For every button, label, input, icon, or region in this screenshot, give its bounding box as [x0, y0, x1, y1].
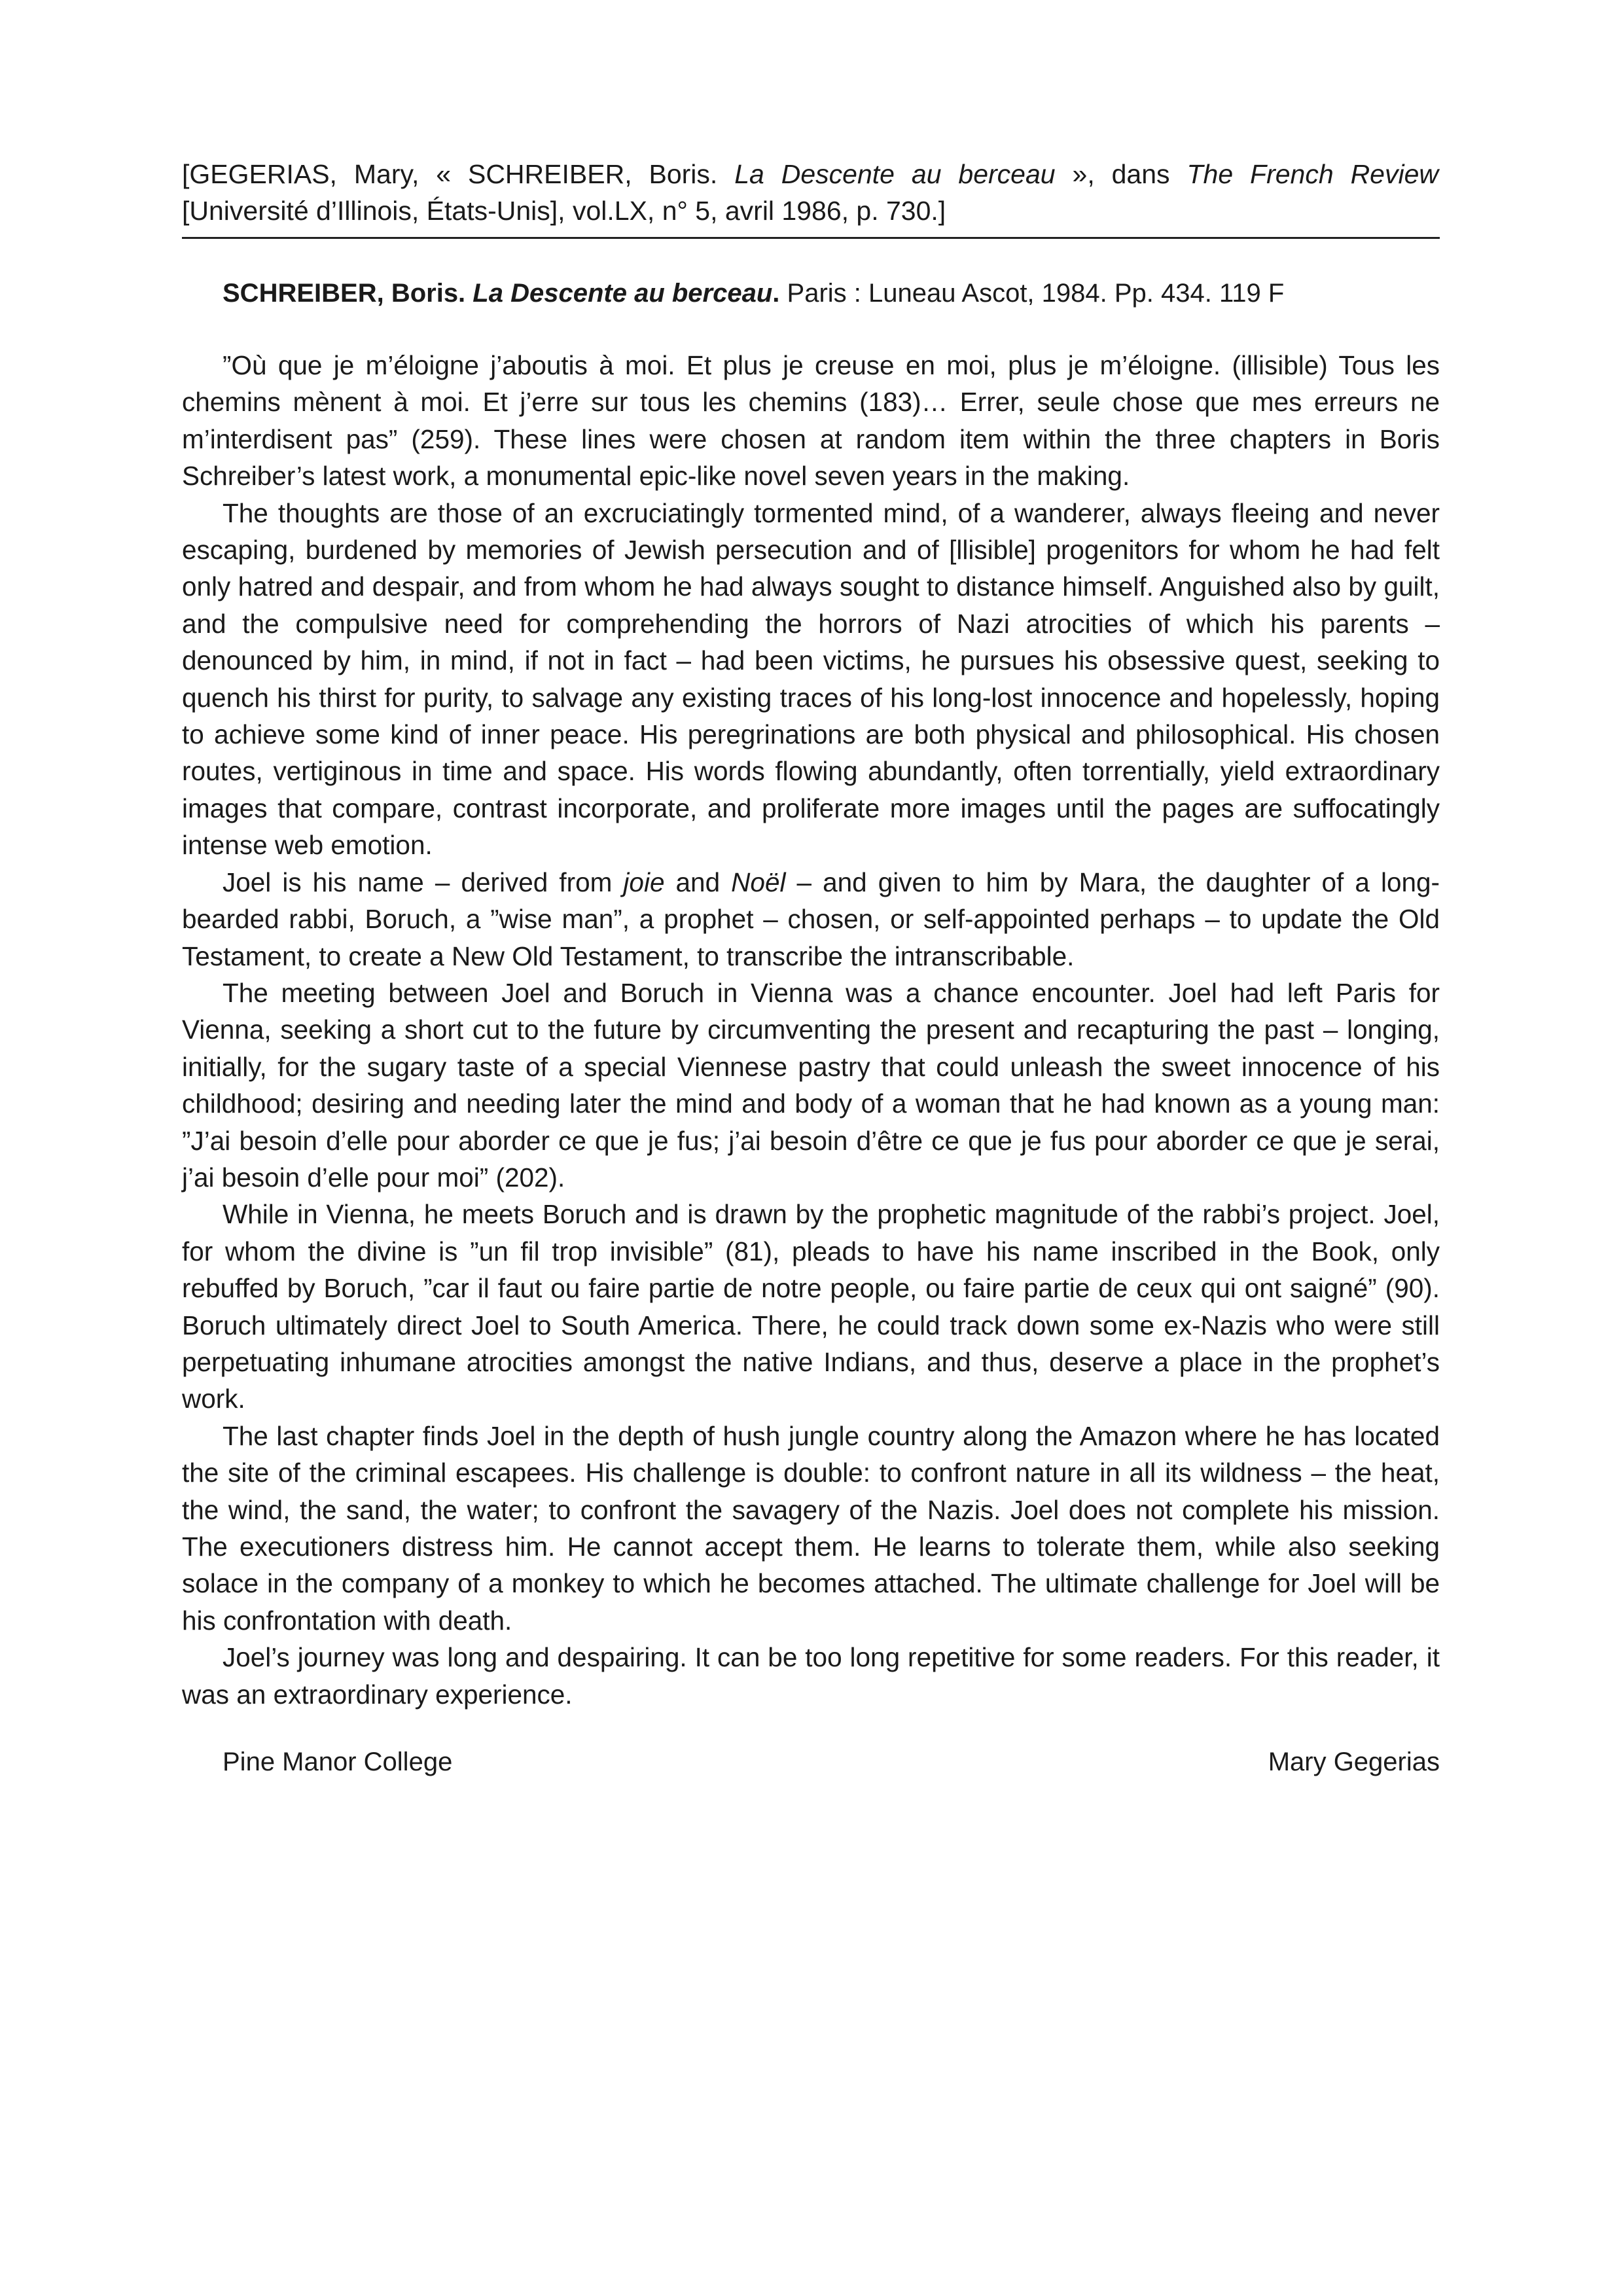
paragraph: The last chapter finds Joel in the depth of hush jungle country along the Amazon where he has located the site of the criminal escapees. His challenge is double: to confront nature in all its wildness – the heat, the wind, the sand, the water; to confront the savagery of the Nazis. Joel does not complete his mission. The executioners distress him. He cannot accept them. He learns to tolerate them, while also seeking solace in the company of a monkey to which he becomes attached. The ultimate challenge for Joel will be his confrontation with death. — [182, 1420, 1440, 1636]
paragraph-text: – and given to him by Mara, the daughter of a long-bearded rabbi, Boruch, a ”wise man”, a prophet – chosen, or self-appointed perhaps – to update the Old Testament, to create a New Old Testament, to transcribe the intranscribable. — [182, 867, 1440, 971]
citation-text: », dans — [1055, 159, 1187, 189]
heading-publication: Paris : Luneau Ascot, 1984. Pp. 434. 119 F — [779, 279, 1285, 308]
heading-period: . — [772, 279, 780, 308]
reviewer-name: Mary Gegerias — [1268, 1748, 1440, 1776]
paragraph: ”Où que je m’éloigne j’aboutis à moi. Et plus je creuse en moi, plus je m’éloigne. (illisible) Tous les chemins mènent à moi. Et j’erre sur tous les chemins (183)… Errer, seule chose que mes erreurs ne m’interdisent pas” (259). These lines were chosen at random item within the three chapters in Boris Schreiber’s latest work, a monumental epic-like novel seven years in the making. — [182, 350, 1440, 492]
citation-header — [182, 156, 1438, 229]
paragraph: Joel’s journey was long and despairing. It can be too long repetitive for some readers. For this reader, it was an extraordinary experience. — [182, 1642, 1440, 1710]
heading-book-title: La Descente au berceau — [473, 279, 773, 308]
paragraph-text: and — [664, 867, 732, 897]
italic-word: Noël — [731, 867, 786, 897]
header-rule — [182, 237, 1440, 239]
citation-text: [GEGERIAS, Mary, « SCHREIBER, Boris. — [182, 159, 735, 189]
paragraph: The meeting between Joel and Boruch in Vienna was a chance encounter. Joel had left Paris for Vienna, seeking a short cut to the future by circumventing the present and recapturing the past – longing, initially, for the sugary taste of a special Viennese pastry that could unleash the sweet innocence of his childhood; desiring and needing later the mind and body of a woman that he had known as a young man: ”J’ai besoin d’elle pour aborder ce que je fus; j’ai besoin d’être ce que je fus pour aborder ce que je serai, j’ai besoin d’elle pour moi” (202). — [182, 977, 1440, 1193]
italic-word: joie — [623, 867, 665, 897]
heading-author: SCHREIBER, Boris. — [223, 279, 473, 308]
review-heading — [223, 275, 1440, 312]
paragraph — [182, 864, 1440, 975]
paragraph: The thoughts are those of an excruciatingly tormented mind, of a wanderer, always fleeing and never escaping, burdened by memories of Jewish persecution and of [llisible] progenitors for whom he had felt only hatred and despair, and from whom he had always sought to distance himself. Anguished also by guilt, and the compulsive need for comprehending the horrors of Nazi atrocities of which his parents – denounced by him, in mind, if not in fact – had been victims, he pursues his obsessive quest, seeking to quench his thirst for purity, to salvage any existing traces of his long-lost innocence and hopelessly, hoping to achieve some kind of inner peace. His peregrinations are both physical and philosophical. His chosen routes, vertiginous in time and space. His words flowing abundantly, often torrentially, yield extraordinary images that compare, contrast incorporate, and proliferate more images until the pages are suffocatingly intense web emotion. — [182, 497, 1440, 861]
institution-name: Pine Manor College — [223, 1748, 453, 1776]
paragraph: While in Vienna, he meets Boruch and is drawn by the prophetic magnitude of the rabbi’s project. Joel, for whom the divine is ”un fil trop invisible” (81), pleads to have his name inscribed in the Book, only rebuffed by Boruch, ”car il faut ou faire partie de notre people, ou faire partie de ceux qui ont saigné” (90). Boruch ultimately direct Joel to South America. There, he could track down some ex-Nazis who were still perpetuating inhumane atrocities amongst the native Indians, and thus, deserve a place in the prophet’s work. — [182, 1199, 1440, 1414]
citation-text: [Université d’Illinois, États-Unis], vol.LX, n° 5, avril 1986, p. 730.] — [182, 196, 946, 226]
citation-journal-title: The French Review — [1186, 159, 1438, 189]
signoff — [223, 1744, 1440, 1780]
citation-book-title: La Descente au berceau — [734, 159, 1056, 189]
review-body — [182, 347, 1440, 1713]
paragraph-text: Joel is his name – derived from — [223, 867, 624, 897]
